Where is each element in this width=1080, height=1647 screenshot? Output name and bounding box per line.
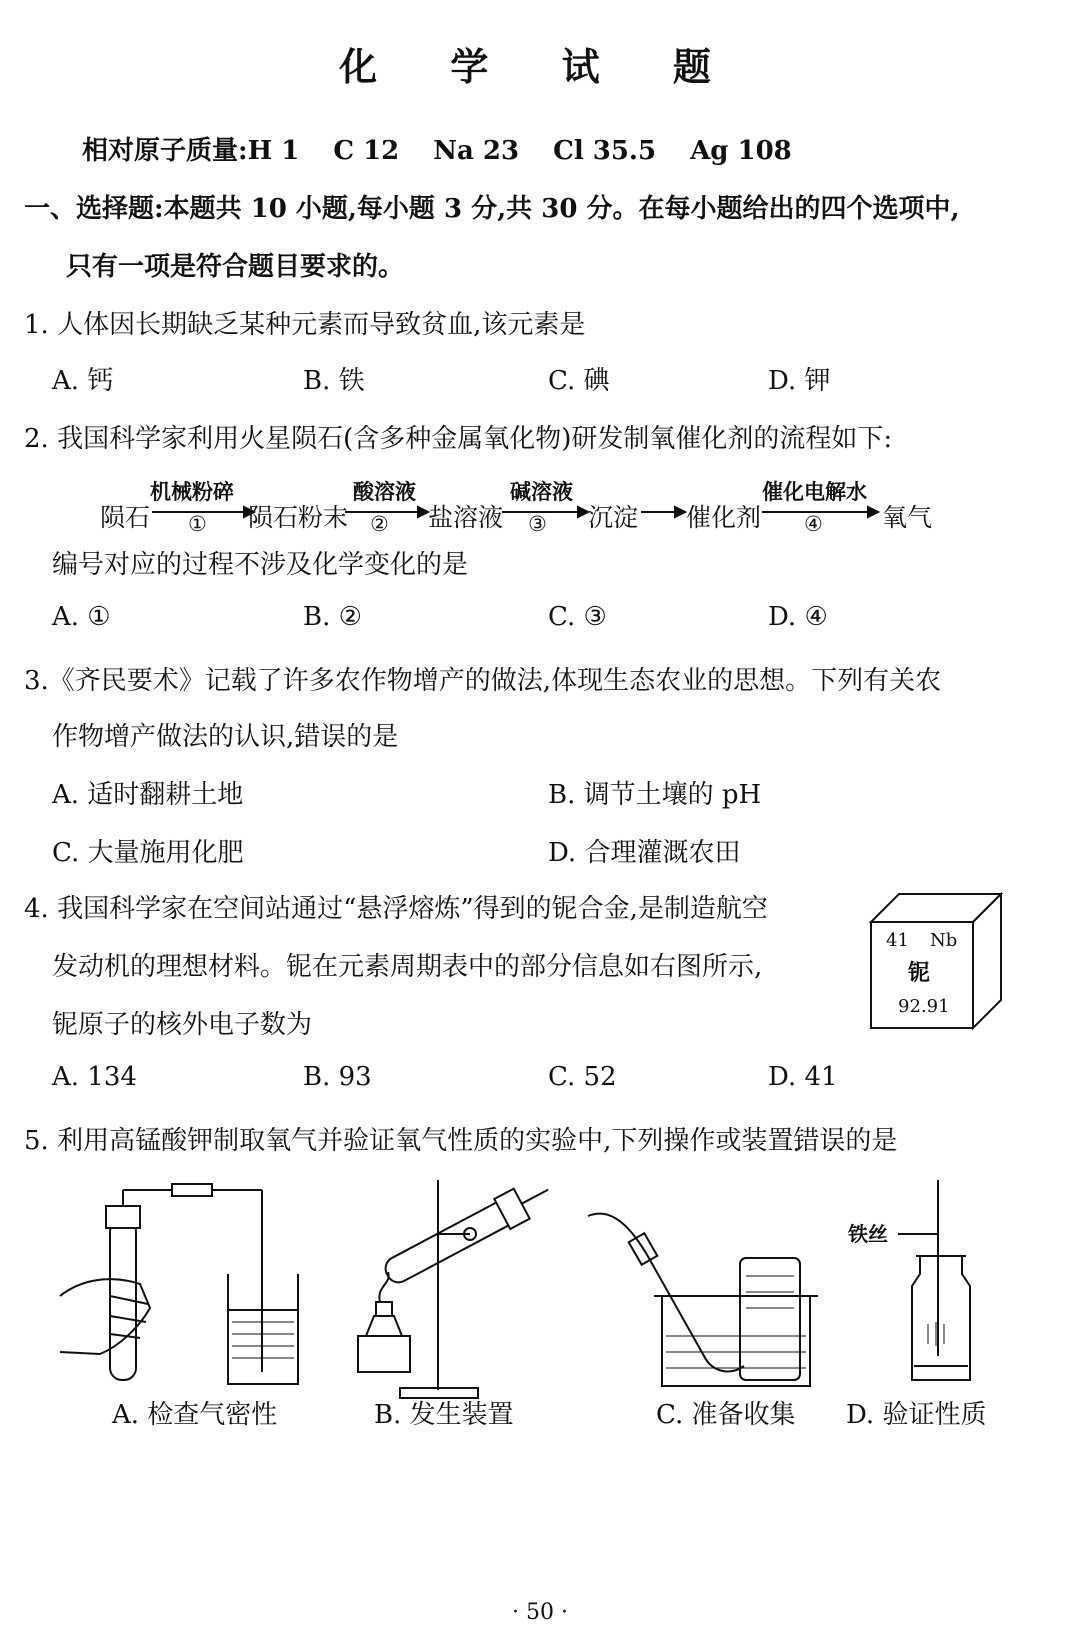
q3-emphasis: 错误 • •	[294, 716, 346, 753]
flow-node-powder: 陨石粉末	[248, 503, 349, 532]
q4-option-a: A. 134	[52, 1062, 137, 1092]
q3-option-b: B. 调节土壤的 pH	[548, 780, 762, 810]
figure-c-collection	[588, 1214, 818, 1386]
q4-stem-cont: 铌原子的核外电子数为	[52, 1010, 313, 1040]
element-number: 41	[886, 930, 909, 951]
flow-node-oxygen: 氧气	[882, 503, 933, 532]
q4-option-d: D. 41	[768, 1062, 838, 1092]
atomic-mass-item: Na 23	[433, 136, 520, 166]
q2-option-a: A. ①	[52, 602, 111, 632]
page-number: · 50 ·	[512, 1600, 568, 1625]
flow-step-number: ④	[804, 512, 823, 536]
figure-caption-d: D. 验证性质	[846, 1400, 987, 1430]
q3-stem: 3.《齐民要术》记载了许多农作物增产的做法,体现生态农业的思想。下列有关农	[24, 666, 942, 696]
element-symbol: Nb	[930, 930, 958, 951]
q4-option-b: B. 93	[303, 1062, 372, 1092]
figure-b-generator	[358, 1176, 556, 1398]
section-heading-cont: 只有一项是符合题目要求的。	[66, 252, 405, 282]
q1-stem: 1. 人体因长期缺乏某种元素而导致贫血,该元素是	[24, 310, 586, 340]
flow-node-meteorite: 陨石	[100, 503, 151, 532]
q1-option-c: C. 碘	[548, 366, 610, 396]
q3-option-c: C. 大量施用化肥	[52, 838, 244, 868]
atomic-mass-item: Ag 108	[690, 136, 792, 166]
q3-stem-text: 的是	[346, 722, 399, 752]
element-mass: 92.91	[898, 996, 950, 1017]
iron-wire-label: 铁丝	[848, 1222, 888, 1246]
figure-caption-a: A. 检查气密性	[112, 1400, 278, 1430]
figure-caption-c: C. 准备收集	[656, 1400, 796, 1430]
q3-option-d: D. 合理灌溉农田	[548, 838, 741, 868]
q1-option-a: A. 钙	[52, 366, 114, 396]
q4-option-c: C. 52	[548, 1062, 617, 1092]
q3-option-a: A. 适时翻耕土地	[52, 780, 244, 810]
q5-emphasis: 错误 • •	[793, 1120, 845, 1157]
flow-step-label: 机械粉碎	[150, 479, 234, 504]
flow-node-precipitate: 沉淀	[588, 503, 639, 532]
process-flow	[100, 476, 980, 546]
q2-stem-2: 编号对应的过程不涉及化学变化的是	[52, 550, 469, 580]
q3-stem-cont	[52, 716, 398, 753]
q4-stem: 4. 我国科学家在空间站通过“悬浮熔炼”得到的铌合金,是制造航空	[24, 894, 768, 924]
flow-step-label: 碱溶液	[510, 479, 573, 504]
page-title: 化 学 试 题	[339, 44, 741, 89]
flow-step-number: ③	[528, 512, 547, 536]
q2-option-c: C. ③	[548, 602, 607, 632]
q5-stem-text: 的是	[845, 1126, 898, 1156]
atomic-masses-label: 相对原子质量:	[82, 136, 248, 166]
section-heading: 一、选择题:本题共 10 小题,每小题 3 分,共 30 分。在每小题给出的四个选项中,	[24, 194, 960, 224]
q1-option-b: B. 铁	[303, 366, 365, 396]
figure-caption-b: B. 发生装置	[374, 1400, 514, 1430]
q3-stem-text: 作物增产做法的认识,	[52, 722, 295, 752]
q2-stem: 2. 我国科学家利用火星陨石(含多种金属氧化物)研发制氧催化剂的流程如下:	[24, 424, 893, 454]
element-name: 铌	[908, 960, 931, 986]
atomic-mass-item: Cl 35.5	[553, 136, 657, 166]
flow-node-catalyst: 催化剂	[686, 503, 762, 532]
figure-d-verification	[898, 1180, 970, 1380]
q4-stem-cont: 发动机的理想材料。铌在元素周期表中的部分信息如右图所示,	[52, 952, 763, 982]
atomic-masses	[82, 130, 826, 167]
flow-step-label: 酸溶液	[353, 479, 416, 504]
flow-node-salt-solution: 盐溶液	[428, 503, 504, 532]
figure-a-airtightness	[60, 1184, 298, 1384]
q2-option-d: D. ④	[768, 602, 828, 632]
atomic-mass-item: C 12	[333, 136, 400, 166]
atomic-mass-item: H 1	[247, 136, 300, 166]
q2-option-b: B. ②	[303, 602, 362, 632]
flow-step-label: 催化电解水	[762, 479, 867, 504]
q1-option-d: D. 钾	[768, 366, 831, 396]
element-tile	[868, 890, 1004, 1032]
q5-stem	[24, 1120, 897, 1157]
q5-stem-text: 5. 利用高锰酸钾制取氧气并验证氧气性质的实验中,下列操作或装置	[24, 1126, 794, 1156]
flow-step-number: ①	[188, 512, 207, 536]
flow-step-number: ②	[370, 512, 389, 536]
